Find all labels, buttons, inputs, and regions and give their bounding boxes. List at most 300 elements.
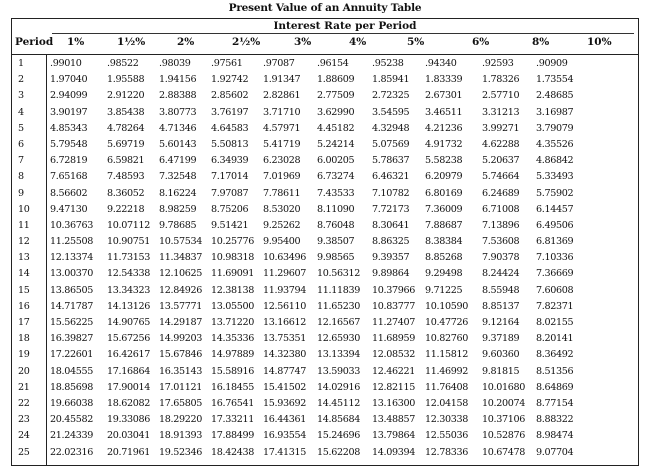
value-cell: 18.29220 xyxy=(159,414,202,426)
value-cell: 3.62990 xyxy=(317,106,355,118)
period-cell: 20 xyxy=(18,365,30,377)
table-row xyxy=(12,413,638,429)
value-cell: 8.85137 xyxy=(482,300,520,312)
value-cell: 14.90765 xyxy=(107,317,150,328)
value-cell: 11.73153 xyxy=(107,252,150,264)
value-cell: 10.90751 xyxy=(107,236,150,248)
value-cell: 2.82861 xyxy=(263,90,301,102)
value-cell: 8.24424 xyxy=(482,268,520,280)
table-row xyxy=(12,106,638,122)
value-cell: 3.31213 xyxy=(482,106,520,118)
value-cell: 13.75351 xyxy=(263,333,306,345)
value-cell: 14.13126 xyxy=(107,300,150,312)
value-cell: 3.90197 xyxy=(50,106,88,118)
value-cell: 5.69719 xyxy=(107,138,145,150)
header-rate-7: 5% xyxy=(407,36,425,48)
value-cell: 8.76048 xyxy=(317,219,355,231)
value-cell: 11.93794 xyxy=(263,284,306,296)
value-cell: 17.88499 xyxy=(211,430,254,442)
value-cell: 13.00370 xyxy=(50,268,93,280)
period-cell: 25 xyxy=(18,446,30,458)
value-cell: 4.85343 xyxy=(50,122,88,134)
value-cell: 14.99203 xyxy=(159,333,202,345)
value-cell: 9.39357 xyxy=(372,252,410,264)
value-cell: 3.46511 xyxy=(425,106,463,118)
value-cell: 14.71787 xyxy=(50,300,93,312)
table-row xyxy=(12,73,638,89)
value-cell: 11.11839 xyxy=(317,284,360,296)
value-cell: 17.33211 xyxy=(211,414,254,426)
value-cell: 14.09394 xyxy=(372,446,415,458)
value-cell: 8.64869 xyxy=(536,381,574,393)
value-cell: .96154 xyxy=(317,58,349,69)
value-cell: 6.72819 xyxy=(50,155,88,167)
value-cell: 12.78336 xyxy=(425,446,468,458)
value-cell: 1.94156 xyxy=(159,74,197,86)
value-cell: 4.62288 xyxy=(482,138,520,150)
value-cell: 12.82115 xyxy=(372,381,415,393)
value-cell: 13.13394 xyxy=(317,349,360,361)
value-cell: 13.16612 xyxy=(263,317,306,328)
value-cell: 11.69091 xyxy=(211,268,254,280)
value-cell: 10.52876 xyxy=(482,430,525,442)
table-row xyxy=(12,235,638,251)
value-cell: 4.78264 xyxy=(107,122,145,134)
table-row xyxy=(12,138,638,154)
value-cell: 6.14457 xyxy=(536,203,574,215)
value-cell: 18.85698 xyxy=(50,381,93,393)
value-cell: 9.25262 xyxy=(263,219,301,231)
value-cell: 13.16300 xyxy=(372,397,415,409)
value-cell: 8.53020 xyxy=(263,203,301,215)
value-cell: 1.85941 xyxy=(372,74,410,86)
value-cell: 9.89864 xyxy=(372,268,410,280)
value-cell: 6.34939 xyxy=(211,155,249,167)
value-cell: 11.34837 xyxy=(159,252,202,264)
value-cell: 6.49506 xyxy=(536,219,574,231)
header-rate-2: 1½% xyxy=(117,36,146,48)
value-cell: .98039 xyxy=(159,58,191,69)
value-cell: 7.13896 xyxy=(482,219,520,231)
header-rate-9: 8% xyxy=(532,36,550,48)
table-row xyxy=(12,267,638,283)
value-cell: 9.37189 xyxy=(482,333,520,345)
value-cell: 1.88609 xyxy=(317,74,355,86)
value-cell: 7.97087 xyxy=(211,187,249,199)
value-cell: 16.35143 xyxy=(159,365,202,377)
period-cell: 6 xyxy=(18,138,24,150)
value-cell: 14.87747 xyxy=(263,365,306,377)
value-cell: .94340 xyxy=(425,58,457,69)
value-cell: 4.86842 xyxy=(536,155,574,167)
value-cell: 10.47726 xyxy=(425,317,468,328)
table-row xyxy=(12,219,638,235)
value-cell: 7.36669 xyxy=(536,268,574,280)
value-cell: 9.47130 xyxy=(50,203,88,215)
period-cell: 2 xyxy=(18,74,24,86)
value-cell: 5.79548 xyxy=(50,138,88,150)
value-cell: 14.29187 xyxy=(159,317,202,328)
value-cell: 5.41719 xyxy=(263,138,301,150)
value-cell: 9.12164 xyxy=(482,317,520,328)
table-row xyxy=(12,203,638,219)
value-cell: 4.57971 xyxy=(263,122,301,134)
value-cell: 10.01680 xyxy=(482,381,525,393)
value-cell: 8.55948 xyxy=(482,284,520,296)
value-cell: 9.51421 xyxy=(211,219,249,231)
header-rate-4: 2½% xyxy=(232,36,261,48)
value-cell: 11.29607 xyxy=(263,268,306,280)
value-cell: 2.88388 xyxy=(159,90,197,102)
value-cell: 7.01969 xyxy=(263,171,301,183)
value-cell: 6.24689 xyxy=(482,187,520,199)
value-cell: 10.98318 xyxy=(211,252,254,264)
value-cell: .98522 xyxy=(107,58,139,69)
value-cell: 9.29498 xyxy=(425,268,463,280)
value-cell: 13.48857 xyxy=(372,414,415,426)
value-cell: 10.36763 xyxy=(50,219,93,231)
value-cell: 15.62208 xyxy=(317,446,360,458)
value-cell: 18.04555 xyxy=(50,365,93,377)
value-cell: .90909 xyxy=(536,58,568,69)
value-cell: 17.90014 xyxy=(107,381,150,393)
value-cell: 5.24214 xyxy=(317,138,355,150)
value-cell: 16.93554 xyxy=(263,430,306,442)
value-cell: 9.22218 xyxy=(107,203,145,215)
value-cell: 2.77509 xyxy=(317,90,355,102)
value-cell: 15.67256 xyxy=(107,333,150,345)
value-cell: 17.22601 xyxy=(50,349,93,361)
value-cell: 2.94099 xyxy=(50,90,88,102)
value-cell: 6.59821 xyxy=(107,155,145,167)
value-cell: 6.71008 xyxy=(482,203,520,215)
value-cell: 12.04158 xyxy=(425,397,468,409)
period-cell: 10 xyxy=(18,203,30,215)
value-cell: 6.20979 xyxy=(425,171,463,183)
value-cell: 3.71710 xyxy=(263,106,301,118)
value-cell: 1.73554 xyxy=(536,74,574,86)
value-cell: 4.71346 xyxy=(159,122,197,134)
value-cell: 7.60608 xyxy=(536,284,574,296)
value-cell: 7.72173 xyxy=(372,203,410,215)
value-cell: 13.34323 xyxy=(107,284,150,296)
value-cell: 12.13374 xyxy=(50,252,93,264)
value-cell: 5.50813 xyxy=(211,138,249,150)
value-cell: 5.60143 xyxy=(159,138,197,150)
value-cell: 12.30338 xyxy=(425,414,468,426)
value-cell: 16.76541 xyxy=(211,397,254,409)
value-cell: 11.25508 xyxy=(50,236,93,248)
value-cell: 9.07704 xyxy=(536,446,574,458)
value-cell: 17.16864 xyxy=(107,365,150,377)
table-row xyxy=(12,187,638,203)
value-cell: 9.98565 xyxy=(317,252,355,264)
header-rate-10: 10% xyxy=(587,36,612,48)
value-cell: 10.56312 xyxy=(317,268,360,280)
value-cell: 12.56110 xyxy=(263,300,306,312)
period-cell: 5 xyxy=(18,122,24,134)
value-cell: 4.45182 xyxy=(317,122,355,134)
period-cell: 1 xyxy=(18,58,24,69)
period-cell: 24 xyxy=(18,430,30,442)
value-cell: 19.66038 xyxy=(50,397,93,409)
value-cell: 14.32380 xyxy=(263,349,306,361)
value-cell: 12.65930 xyxy=(317,333,360,345)
value-cell: 12.46221 xyxy=(372,365,415,377)
value-cell: 1.83339 xyxy=(425,74,463,86)
value-cell: 21.24339 xyxy=(50,430,93,442)
period-cell: 9 xyxy=(18,187,24,199)
value-cell: 8.98259 xyxy=(159,203,197,215)
value-cell: 10.57534 xyxy=(159,236,202,248)
value-cell: 18.42438 xyxy=(211,446,254,458)
value-cell: 1.78326 xyxy=(482,74,520,86)
value-cell: 13.79864 xyxy=(372,430,415,442)
value-cell: 7.17014 xyxy=(211,171,249,183)
value-cell: 8.85268 xyxy=(425,252,463,264)
page-title: Present Value of an Annuity Table xyxy=(228,2,422,14)
value-cell: 8.20141 xyxy=(536,333,574,345)
table-row xyxy=(12,348,638,364)
period-cell: 12 xyxy=(18,236,30,248)
header-period: Period xyxy=(15,36,54,48)
subtitle-underline xyxy=(52,33,634,34)
value-cell: 7.32548 xyxy=(159,171,197,183)
value-cell: 19.33086 xyxy=(107,414,150,426)
header-rate-3: 2% xyxy=(177,36,195,48)
value-cell: 20.45582 xyxy=(50,414,93,426)
value-cell: 7.78611 xyxy=(263,187,301,199)
value-cell: 7.36009 xyxy=(425,203,463,215)
value-cell: 8.02155 xyxy=(536,317,574,328)
value-cell: 15.24696 xyxy=(317,430,360,442)
header-rate-8: 6% xyxy=(472,36,490,48)
value-cell: 9.78685 xyxy=(159,219,197,231)
table-subtitle: Interest Rate per Period xyxy=(273,20,417,32)
value-cell: 8.36492 xyxy=(536,349,574,361)
value-cell: 15.58916 xyxy=(211,365,254,377)
value-cell: 10.20074 xyxy=(482,397,525,409)
value-cell: 9.38507 xyxy=(317,236,355,248)
value-cell: 6.80169 xyxy=(425,187,463,199)
table-row xyxy=(12,316,638,332)
value-cell: 15.56225 xyxy=(50,317,93,328)
value-cell: 8.88322 xyxy=(536,414,574,426)
value-cell: 5.20637 xyxy=(482,155,520,167)
value-cell: 4.91732 xyxy=(425,138,463,150)
value-cell: .92593 xyxy=(482,58,514,69)
value-cell: 12.10625 xyxy=(159,268,202,280)
value-cell: 15.67846 xyxy=(159,349,202,361)
period-cell: 14 xyxy=(18,268,30,280)
value-cell: 8.16224 xyxy=(159,187,197,199)
value-cell: 20.03041 xyxy=(107,430,150,442)
value-cell: 14.02916 xyxy=(317,381,360,393)
value-cell: 8.36052 xyxy=(107,187,145,199)
value-cell: 8.98474 xyxy=(536,430,574,442)
table-row xyxy=(12,365,638,381)
table-row xyxy=(12,251,638,267)
value-cell: 8.51356 xyxy=(536,365,574,377)
header-row xyxy=(12,36,638,52)
value-cell: 6.81369 xyxy=(536,236,574,248)
value-cell: 22.02316 xyxy=(50,446,93,458)
value-cell: 7.43533 xyxy=(317,187,355,199)
period-cell: 22 xyxy=(18,397,30,409)
value-cell: 9.60360 xyxy=(482,349,520,361)
value-cell: 1.95588 xyxy=(107,74,145,86)
value-cell: 4.35526 xyxy=(536,138,574,150)
value-cell: 11.65230 xyxy=(317,300,360,312)
value-cell: 8.77154 xyxy=(536,397,574,409)
value-cell: 10.83777 xyxy=(372,300,415,312)
period-cell: 4 xyxy=(18,106,24,118)
value-cell: 14.45112 xyxy=(317,397,360,409)
value-cell: 3.99271 xyxy=(482,122,520,134)
period-cell: 11 xyxy=(18,219,30,231)
value-cell: 6.00205 xyxy=(317,155,355,167)
period-cell: 21 xyxy=(18,381,30,393)
value-cell: 16.44361 xyxy=(263,414,306,426)
value-cell: 5.58238 xyxy=(425,155,463,167)
value-cell: 1.92742 xyxy=(211,74,249,86)
table-row xyxy=(12,284,638,300)
value-cell: 2.57710 xyxy=(482,90,520,102)
value-cell: 4.21236 xyxy=(425,122,463,134)
period-cell: 15 xyxy=(18,284,30,296)
value-cell: 10.63496 xyxy=(263,252,306,264)
value-cell: 18.91393 xyxy=(159,430,202,442)
period-cell: 13 xyxy=(18,252,30,264)
value-cell: 7.88687 xyxy=(425,219,463,231)
value-cell: 11.27407 xyxy=(372,317,415,328)
value-cell: .99010 xyxy=(50,58,82,69)
value-cell: 4.32948 xyxy=(372,122,410,134)
value-cell: 14.97889 xyxy=(211,349,254,361)
period-cell: 17 xyxy=(18,317,30,328)
period-cell: 7 xyxy=(18,155,24,167)
value-cell: 6.47199 xyxy=(159,155,197,167)
value-cell: 3.85438 xyxy=(107,106,145,118)
value-cell: 14.85684 xyxy=(317,414,360,426)
table-row xyxy=(12,300,638,316)
annuity-table xyxy=(11,18,639,466)
table-row xyxy=(12,154,638,170)
table-row xyxy=(12,429,638,445)
value-cell: 6.46321 xyxy=(372,171,410,183)
value-cell: 5.75902 xyxy=(536,187,574,199)
value-cell: 7.82371 xyxy=(536,300,574,312)
value-cell: 5.33493 xyxy=(536,171,574,183)
value-cell: 13.71220 xyxy=(211,317,254,328)
value-cell: .97561 xyxy=(211,58,243,69)
period-cell: 3 xyxy=(18,90,24,102)
value-cell: 12.08532 xyxy=(372,349,415,361)
value-cell: 17.01121 xyxy=(159,381,202,393)
table-row xyxy=(12,57,638,73)
value-cell: 7.10336 xyxy=(536,252,574,264)
table-body xyxy=(12,57,638,462)
value-cell: 15.93692 xyxy=(263,397,306,409)
value-cell: 8.30641 xyxy=(372,219,410,231)
value-cell: 7.10782 xyxy=(372,187,410,199)
value-cell: 12.54338 xyxy=(107,268,150,280)
value-cell: 2.72325 xyxy=(372,90,410,102)
value-cell: 6.73274 xyxy=(317,171,355,183)
table-row xyxy=(12,446,638,462)
header-rate-5: 3% xyxy=(294,36,312,48)
value-cell: 14.35336 xyxy=(211,333,254,345)
value-cell: 16.39827 xyxy=(50,333,93,345)
value-cell: 7.48593 xyxy=(107,171,145,183)
value-cell: 2.48685 xyxy=(536,90,574,102)
value-cell: 10.37966 xyxy=(372,284,415,296)
value-cell: 5.78637 xyxy=(372,155,410,167)
value-cell: 7.90378 xyxy=(482,252,520,264)
value-cell: 11.68959 xyxy=(372,333,415,345)
value-cell: 10.67478 xyxy=(482,446,525,458)
value-cell: 6.23028 xyxy=(263,155,301,167)
value-cell: 1.97040 xyxy=(50,74,88,86)
value-cell: 12.55036 xyxy=(425,430,468,442)
value-cell: 12.16567 xyxy=(317,317,360,328)
value-cell: 17.41315 xyxy=(263,446,306,458)
value-cell: 2.85602 xyxy=(211,90,249,102)
value-cell: 16.18455 xyxy=(211,381,254,393)
value-cell: 5.07569 xyxy=(372,138,410,150)
period-cell: 18 xyxy=(18,333,30,345)
value-cell: 16.42617 xyxy=(107,349,150,361)
value-cell: 3.76197 xyxy=(211,106,249,118)
value-cell: 5.74664 xyxy=(482,171,520,183)
value-cell: 19.52346 xyxy=(159,446,202,458)
value-cell: 10.25776 xyxy=(211,236,254,248)
value-cell: .97087 xyxy=(263,58,295,69)
header-rate-1: 1% xyxy=(67,36,85,48)
table-row xyxy=(12,397,638,413)
value-cell: 20.71961 xyxy=(107,446,150,458)
header-rule xyxy=(12,54,638,55)
period-cell: 23 xyxy=(18,414,30,426)
value-cell: 9.81815 xyxy=(482,365,520,377)
value-cell: 13.86505 xyxy=(50,284,93,296)
value-cell: 3.54595 xyxy=(372,106,410,118)
value-cell: 3.79079 xyxy=(536,122,574,134)
table-row xyxy=(12,332,638,348)
value-cell: 13.59033 xyxy=(317,365,360,377)
value-cell: 15.41502 xyxy=(263,381,306,393)
value-cell: 10.37106 xyxy=(482,414,525,426)
value-cell: 12.38138 xyxy=(211,284,254,296)
table-row xyxy=(12,122,638,138)
value-cell: 18.62082 xyxy=(107,397,150,409)
value-cell: 4.64583 xyxy=(211,122,249,134)
value-cell: 2.67301 xyxy=(425,90,463,102)
table-row xyxy=(12,89,638,105)
period-cell: 16 xyxy=(18,300,30,312)
value-cell: 8.86325 xyxy=(372,236,410,248)
value-cell: 11.76408 xyxy=(425,381,468,393)
value-cell: 8.56602 xyxy=(50,187,88,199)
value-cell: 17.65805 xyxy=(159,397,202,409)
value-cell: 9.95400 xyxy=(263,236,301,248)
value-cell: .95238 xyxy=(372,58,404,69)
value-cell: 11.46992 xyxy=(425,365,468,377)
value-cell: 10.07112 xyxy=(107,219,150,231)
value-cell: 8.11090 xyxy=(317,203,355,215)
period-cell: 8 xyxy=(18,171,24,183)
value-cell: 8.75206 xyxy=(211,203,249,215)
